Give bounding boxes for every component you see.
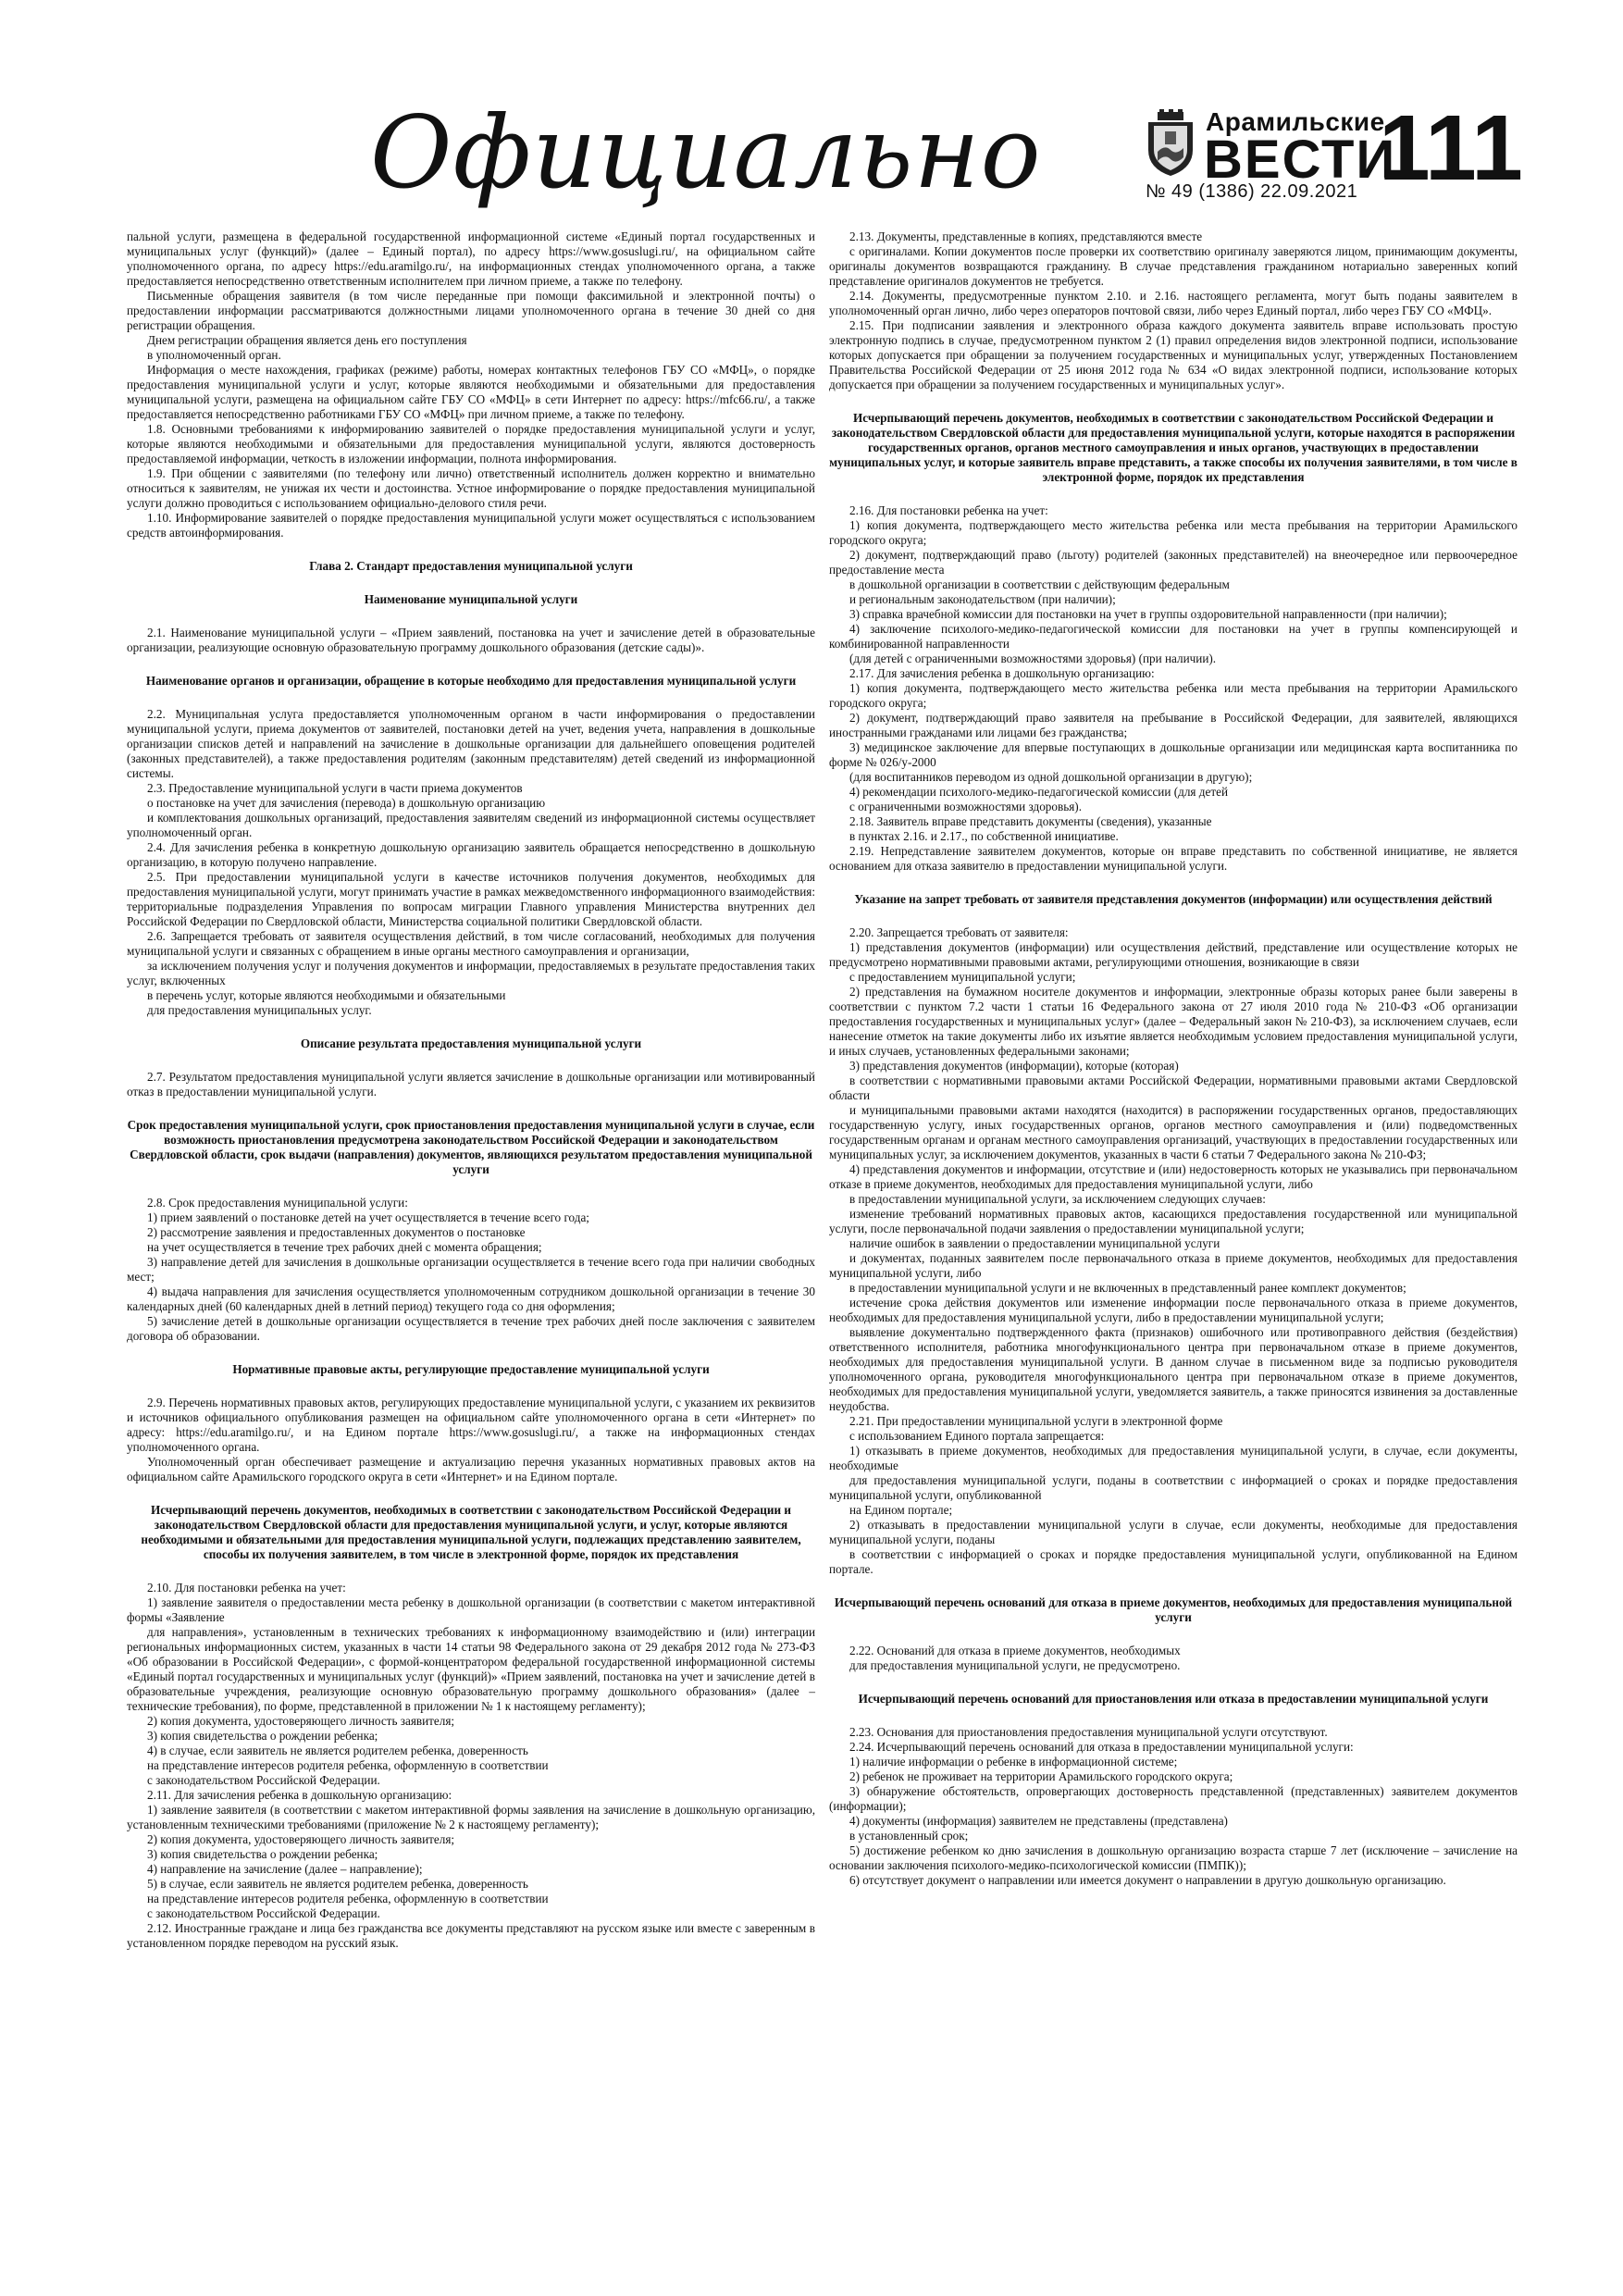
section-heading: Наименование муниципальной услуги [364,592,578,606]
paragraph: и документах, поданных заявителем после первоначального отказа в приеме документов, необходимых для предоставления муниципальной услуги, либо [829,1251,1518,1280]
brand-main: ВЕСТИ [1204,130,1397,190]
brand-top: Арамильские [1206,107,1385,136]
paragraph: 1.8. Основными требованиями к информированию заявителей о порядке предоставления муниципальной услуги и услуг, которые являются необходимыми и обязательными для предоставления муниципальной услуги, являются достоверность предоставляемой информации, четкость в изложении информации, полнота информирования. [127,422,815,465]
paragraph: Днем регистрации обращения является день его поступления [147,333,467,347]
paragraph: 2) отказывать в предоставлении муниципальной услуги в случае, если документы, необходимые для предоставления муниципальной услуги, поданы [829,1518,1518,1546]
paragraph: пальной услуги, размещена в федеральной государственной информационной системе «Единый портал государственных и муниципальных услуг (функций)» (далее – Единый портал), по адресу https://www.gosuslugi.ru/, на официальном сайте уполномоченного органа, по адресу https://edu.aramilgo.ru/, на информационных стендах уполномоченного органа, а также предоставляется непосредственно ответственным исполнителем при личном приеме, а также по телефону. [127,230,815,288]
paragraph: 3) медицинское заключение для впервые поступающих в дошкольные организации или медицинская карта воспитанника по форме № 026/у-2000 [829,740,1518,769]
paragraph: выявление документально подтвержденного факта (признаков) ошибочного или противоправного действия (бездействия) ответственного исполнителя, работника многофункционального центра при первоначальном отказе в приеме документов, необходимых для предоставления муниципальной услуги. В данном случае в письменном виде за подписью руководителя уполномоченного органа, руководителя многофункционального центра при первоначальном отказе в приеме документов, необходимых для предоставления муниципальной услуги, уведомляется заявитель, а также приносятся извинения за доставленные неудобства. [829,1325,1518,1413]
paragraph: в соответствии с информацией о сроках и порядке предоставления муниципальной услуги, опубликованной на Едином портале. [829,1547,1518,1576]
paragraph: 5) достижение ребенком ко дню зачисления в дошкольную организацию возраста старше 7 лет (исключение – зачисление на основании заключения психолого-медико-психологической комиссии (ПМПК)); [829,1843,1518,1872]
paragraph: на представление интересов родителя ребенка, оформленную в соответствии [147,1892,549,1905]
section-heading: Описание результата предоставления муниципальной услуги [300,1036,642,1050]
paragraph: в соответствии с нормативными правовыми актами Российской Федерации, нормативными правовыми актами Свердловской области [829,1074,1518,1102]
paragraph: 4) рекомендации психолого-медико-педагогической комиссии (для детей [849,785,1229,799]
paragraph: на учет осуществляется в течение трех рабочих дней с момента обращения; [147,1240,542,1254]
paragraph: 2.7. Результатом предоставления муниципальной услуги является зачисление в дошкольные организации или мотивированный отказ в предоставлении муниципальной услуги. [127,1070,815,1098]
paragraph: Уполномоченный орган обеспечивает размещение и актуализацию перечня указанных нормативных правовых актов на официальном сайте Арамильского городского округа в сети «Интернет» и на Едином портале. [127,1455,815,1483]
paragraph: для предоставления муниципальной услуги, поданы в соответствии с информацией о сроках и порядке предоставления муниципальной услуги, опубликованной [829,1473,1518,1502]
paragraph: 4) представления документов и информации, отсутствие и (или) недостоверность которых не указывались при первоначальном отказе в приеме документов, необходимых для предоставления муниципальной услуги, либо [829,1162,1518,1191]
paragraph: Письменные обращения заявителя (в том числе переданные при помощи факсимильной и электронной почты) о предоставлении информации рассматриваются должностными лицами уполномоченного органа в течение 30 дней со дня регистрации обращения. [127,289,815,332]
paragraph: 1) отказывать в приеме документов, необходимых для предоставления муниципальной услуги, в случае, если документы, необходимые [829,1444,1518,1472]
paragraph: для направления», установленным в технических требованиях к информационному взаимодействию и (или) интеграции региональных информационных систем, указанных в части 14 статьи 98 Федерального закона от 29 декабря 2012 года № 273-ФЗ «Об образовании в Российской Федерации», с формой-концентратором федеральной государственной информационной системы «Единый портал государственных и муниципальных услуг (функций)» «Прием заявлений, постановка на учет и зачисление детей в образовательные учреждения, реализующие основную образовательную программу дошкольного образования» (далее – технические требования), по форме, представленной в приложении № 1 к настоящему регламенту); [127,1625,815,1713]
issue-number-date: № 49 (1386) 22.09.2021 [1146,181,1358,202]
paragraph: 5) зачисление детей в дошкольные организации осуществляется в течение трех рабочих дней после заключения с заявителем договора об образовании. [127,1314,815,1343]
paragraph: 2.2. Муниципальная услуга предоставляется уполномоченным органом в части информирования о предоставлении муниципальной услуги, приема документов от заявителей, постановки детей на учет, ведения учета, направления в дошкольные организации списков детей и направлений на зачисление в дошкольные организации для дальнейшего оповещения родителей (законных представителей), а также предоставления родителям (законным представителям) детей сведений из информационной системы. [127,707,815,780]
paragraph: в установленный срок; [849,1829,969,1843]
paragraph: 3) направление детей для зачисления в дошкольные организации осуществляется в течение всего года при наличии свободных мест; [127,1255,815,1284]
paragraph: 1) копия документа, подтверждающего место жительства ребенка или места пребывания на территории Арамильского городского округа; [829,681,1518,710]
chapter-heading: Глава 2. Стандарт предоставления муниципальной услуги [309,559,633,573]
page-number: 111 [1379,96,1523,200]
section-heading: Нормативные правовые акты, регулирующие предоставление муниципальной услуги [232,1362,710,1376]
paragraph: 1) заявление заявителя о предоставлении места ребенку в дошкольной организации (в соответствии с макетом интерактивной формы «Заявление [127,1595,815,1624]
paragraph: в уполномоченный орган. [147,348,281,362]
paragraph: 2.1. Наименование муниципальной услуги – «Прием заявлений, постановка на учет и зачисление детей в образовательные организации, реализующие основную образовательную программу дошкольного образования (детские сады)». [127,626,815,654]
paragraph: 2) копия документа, удостоверяющего личность заявителя; [147,1832,455,1846]
paragraph: в предоставлении муниципальной услуги и не включенных в представленный ранее комплект документов; [849,1281,1406,1295]
paragraph: в перечень услуг, которые являются необходимыми и обязательными [147,988,506,1002]
paragraph: с законодательством Российской Федерации. [147,1773,380,1787]
paragraph: в предоставлении муниципальной услуги, за исключением следующих случаев: [849,1192,1266,1206]
paragraph: 2.15. При подписании заявления и электронного образа каждого документа заявитель вправе использовать простую электронную подпись в случае, предусмотренном пунктом 2 (1) правил определения видов электронной подписи, использование которых допускается при обращении за получением государственных и муниципальных услуг, утвержденных Постановлением Правительства Российской Федерации от 25 июня 2012 года № 634 «О видах электронной подписи, использование которых допускается при обращении за получением государственных и муниципальных услуг». [829,318,1518,391]
section-heading: Исчерпывающий перечень оснований для отказа в приеме документов, необходимых для предоставления муниципальной услуги [834,1595,1513,1624]
paragraph: с ограниченными возможностями здоровья). [849,800,1082,813]
left-column [127,230,815,1951]
paragraph: 2) ребенок не проживает на территории Арамильского городского округа; [849,1769,1233,1783]
paragraph: 2) представления на бумажном носителе документов и информации, электронные образы которых ранее были заверены в соответствии с пунктом 7.2 части 1 статьи 16 Федерального закона от 27 июля 2010 года № 210-ФЗ «Об организации предоставления государственных и муниципальных услуг» (далее – Федеральный закон № 210-ФЗ), за исключением случаев, если нанесение отметок на такие документы либо их изъятие является необходимым условием предоставления муниципальной услуги, и иных случаев, установленных федеральными законами; [829,985,1518,1058]
section-title: Официально [370,95,1042,211]
paragraph: 1.10. Информирование заявителей о порядке предоставления муниципальной услуги может осуществляться с использованием средств автоинформирования. [127,511,815,540]
paragraph: 4) направление на зачисление (далее – направление); [147,1862,423,1876]
paragraph: на представление интересов родителя ребенка, оформленную в соответствии [147,1758,549,1772]
paragraph: истечение срока действия документов или изменение информации после первоначального отказа в приеме документов, необходимых для предоставления муниципальной услуги, либо в предоставлении муниципальной услуги; [829,1296,1518,1324]
paragraph: 3) копия свидетельства о рождении ребенка; [147,1729,378,1743]
paragraph: 5) в случае, если заявитель не является родителем ребенка, доверенность [147,1877,528,1891]
paragraph: 1) заявление заявителя (в соответствии с макетом интерактивной формы заявления на зачисление в дошкольную организацию, установленным техническими требованиями (приложение № 2 к настоящему регламенту); [127,1803,815,1831]
paragraph: 1) наличие информации о ребенке в информационной системе; [849,1755,1178,1769]
paragraph: 2.8. Срок предоставления муниципальной услуги: [147,1196,408,1210]
paragraph: 2.5. При предоставлении муниципальной услуги в качестве источников получения документов, необходимых для предоставления муниципальной услуги, могут принимать участие в рамках межведомственного информационного взаимодействия: территориальные подразделения Управления по вопросам миграции Главного управления Министерства внутренних дел Российской Федерации по Свердловской области, Министерства социальной политики Свердловской области. [127,870,816,928]
section-heading: Исчерпывающий перечень документов, необходимых в соответствии с законодательством Российской Федерации и законодательством Свердловской области для предоставления муниципальной услуги, которые находятся в распоряжении государственных органов, органов местного самоуправления и иных органов, участвующих в предоставлении муниципальных услуг, и которые заявитель вправе представить, а также способы их получения заявителями, в том числе в электронной форме, порядок их представления [829,411,1518,484]
section-heading: Указание на запрет требовать от заявителя представления документов (информации) или осуществления действий [854,892,1493,906]
paragraph: 1) представления документов (информации) или осуществления действий, представление или осуществление которых не предусмотрено нормативными правовыми актами, регулирующими отношения, возникающие в связи [829,940,1518,969]
paragraph: 2.21. При предоставлении муниципальной услуги в электронной форме [849,1414,1223,1428]
paragraph: 1.9. При общении с заявителями (по телефону или лично) ответственный исполнитель должен корректно и внимательно относиться к заявителям, не унижая их чести и достоинства. Устное информирование о порядке предоставления муниципальной услуги должно проводиться с использованием официально-делового стиля речи. [127,466,815,510]
paragraph: 2.4. Для зачисления ребенка в конкретную дошкольную организацию заявитель обращается непосредственно в дошкольную организацию, в которую получено направление. [127,840,815,869]
paragraph: с предоставлением муниципальной услуги; [849,970,1076,984]
paragraph: 2.3. Предоставление муниципальной услуги в части приема документов [147,781,523,795]
paragraph: в дошкольной организации в соответствии с действующим федеральным [849,577,1230,591]
paragraph: 2) рассмотрение заявления и предоставленных документов о постановке [147,1225,526,1239]
paragraph: 2) документ, подтверждающий право (льготу) родителей (законных представителей) на внеочередное или первоочередное предоставление места [829,548,1518,577]
paragraph: и муниципальными правовыми актами находятся (находится) в распоряжении государственных органов, предоставляющих государственную услугу, иных государственных органов, органов местного самоуправления и (или) подведомственных государственным органам и органам местного самоуправления организаций, участвующих в предоставлении государственных или муниципальных услуг, за исключением документов, указанных в части 6 статьи 7 Федерального закона № 210-ФЗ; [829,1103,1518,1161]
paragraph: 6) отсутствует документ о направлении или имеется документ о направлении в другую дошкольную организацию. [849,1873,1446,1887]
paragraph: на Едином портале; [849,1503,953,1517]
paragraph: 3) представления документов (информации), которые (которая) [849,1059,1179,1073]
paragraph: 2) документ, подтверждающий право заявителя на пребывание в Российской Федерации, для заявителей, являющихся иностранными гражданами или лицами без гражданства; [829,711,1518,739]
paragraph: (для воспитанников переводом из одной дошкольной организации в другую); [849,770,1253,784]
paragraph: изменение требований нормативных правовых актов, касающихся предоставления государственной или муниципальной услуги, после первоначальной подачи заявления о предоставлении муниципальной услуги; [829,1207,1518,1235]
section-heading: Срок предоставления муниципальной услуги, срок приостановления предоставления муниципальной услуги в случае, если возможность приостановления предусмотрена законодательством Российской Федерации и законодательством Свердловской области, срок выдачи (направления) документов, являющихся результатом предоставления муниципальной услуги [127,1118,815,1176]
section-heading: Наименование органов и организации, обращение в которые необходимо для предоставления муниципальной услуги [145,674,797,688]
paragraph: наличие ошибок в заявлении о предоставлении муниципальной услуги [849,1236,1220,1250]
paragraph: 2.20. Запрещается требовать от заявителя: [849,925,1069,939]
paragraph: 4) заключение психолого-медико-педагогической комиссии для постановки на учет в группы компенсирующей и комбинированной направленности [829,622,1518,651]
paragraph: (для детей с ограниченными возможностями здоровья) (при наличии). [849,652,1217,665]
paragraph: 2.10. Для постановки ребенка на учет: [147,1581,346,1595]
paragraph: с оригиналами. Копии документов после проверки их соответствию оригиналу заверяются лицом, принимающим документы, оригиналы документов возвращаются гражданину. В случае представления гражданином нотариально заверенных копий представление оригиналов документов не требуется. [829,244,1518,288]
paragraph: 3) копия свидетельства о рождении ребенка; [147,1847,378,1861]
coat-of-arms-icon [1143,109,1198,178]
paragraph: 2.13. Документы, представленные в копиях, представляются вместе [849,230,1203,243]
paragraph: 2.22. Оснований для отказа в приеме документов, необходимых [849,1644,1181,1657]
paragraph: о постановке на учет для зачисления (перевода) в дошкольную организацию [147,796,546,810]
paragraph: с использованием Единого портала запрещается: [849,1429,1105,1443]
paragraph: 2.24. Исчерпывающий перечень оснований для отказа в предоставлении муниципальной услуги: [849,1740,1354,1754]
paragraph: за исключением получения услуг и получения документов и информации, предоставляемых в результате предоставления таких услуг, включенных [127,959,815,987]
paragraph: для предоставления муниципальных услуг. [147,1003,372,1017]
page-header [111,85,1523,224]
paragraph: 3) обнаружение обстоятельств, опровергающих достоверность представленной (представленных) заявителем документов (информации); [829,1784,1518,1813]
paragraph: 2.9. Перечень нормативных правовых актов, регулирующих предоставление муниципальной услуги, с указанием их реквизитов и источников официального опубликования размещен на официальном сайте уполномоченного органа в сети «Интернет» по адресу: https://edu.aramilgo.ru/, и на Едином портале https://www.gosuslugi.ru/, а также на информационных стендах уполномоченного органа. [127,1396,815,1454]
paragraph: и комплектования дошкольных организаций, предоставления заявителям сведений из информационной системы осуществляет уполномоченный орган. [127,811,815,839]
paragraph: для предоставления муниципальной услуги, не предусмотрено. [849,1658,1181,1672]
paragraph: 2.19. Непредставление заявителем документов, которые он вправе представить по собственной инициативе, не является основанием для отказа заявителю в предоставлении муниципальной услуги. [829,844,1518,873]
right-column [829,230,1518,1888]
paragraph: 3) справка врачебной комиссии для постановки на учет в группы оздоровительной направленности (при наличии); [849,607,1447,621]
paragraph: 2.18. Заявитель вправе представить документы (сведения), указанные [849,814,1212,828]
paragraph: 2.23. Основания для приостановления предоставления муниципальной услуги отсутствуют. [849,1725,1328,1739]
paragraph: 1) копия документа, подтверждающего место жительства ребенка или места пребывания на территории Арамильского городского округа; [829,518,1518,547]
paragraph: 2) копия документа, удостоверяющего личность заявителя; [147,1714,455,1728]
paragraph: 4) выдача направления для зачисления осуществляется уполномоченным сотрудником дошкольной организации в течение 30 календарных дней (60 календарных дней в летний период) текущего года со дня оформления; [127,1285,815,1313]
section-heading: Исчерпывающий перечень оснований для приостановления или отказа в предоставлении муниципальной услуги [858,1692,1489,1706]
section-heading: Исчерпывающий перечень документов, необходимых в соответствии с законодательством Российской Федерации и законодательством Свердловской области для предоставления муниципальной услуги, и услуг, которые являются необходимыми и обязательными для предоставления муниципальной услуги, подлежащих представлению заявителем, способы их получения заявителем, в том числе в электронной форме, порядок их представления [141,1503,801,1561]
paragraph: в пунктах 2.16. и 2.17., по собственной инициативе. [849,829,1119,843]
paragraph: 2.11. Для зачисления ребенка в дошкольную организацию: [147,1788,452,1802]
paragraph: с законодательством Российской Федерации. [147,1906,380,1920]
paragraph: 2.12. Иностранные граждане и лица без гражданства все документы представляют на русском языке или вместе с заверенным в установленном порядке переводом на русский язык. [127,1921,815,1950]
paragraph: 1) прием заявлений о постановке детей на учет осуществляется в течение всего года; [147,1210,589,1224]
paragraph: 4) документы (информация) заявителем не представлены (представлена) [849,1814,1228,1828]
paragraph: 2.6. Запрещается требовать от заявителя осуществления действий, в том числе согласований, необходимых для получения муниципальной услуги и связанных с обращением в иные органы местного самоуправления и организации, [127,929,815,958]
paragraph: 2.17. Для зачисления ребенка в дошкольную организацию: [849,666,1155,680]
paragraph: Информация о месте нахождения, графиках (режиме) работы, номерах контактных телефонов ГБУ СО «МФЦ», о порядке предоставления муниципальной услуги и услуг, которые являются необходимыми и обязательными для предоставления муниципальной услуги, размещена на официальном сайте ГБУ СО «МФЦ» в сети Интернет по адресу: https://mfc66.ru/, а также предоставляется непосредственно работниками ГБУ СО «МФЦ» при личном приеме, а также по телефону. [127,363,815,421]
paragraph: 2.16. Для постановки ребенка на учет: [849,503,1048,517]
paragraph: и региональным законодательством (при наличии); [849,592,1116,606]
paragraph: 2.14. Документы, предусмотренные пунктом 2.10. и 2.16. настоящего регламента, могут быть поданы заявителем в уполномоченный орган лично, либо через операторов почтовой связи, либо через Единый портал, либо через ГБУ СО «МФЦ». [829,289,1518,317]
paragraph: 4) в случае, если заявитель не является родителем ребенка, доверенность [147,1744,528,1757]
